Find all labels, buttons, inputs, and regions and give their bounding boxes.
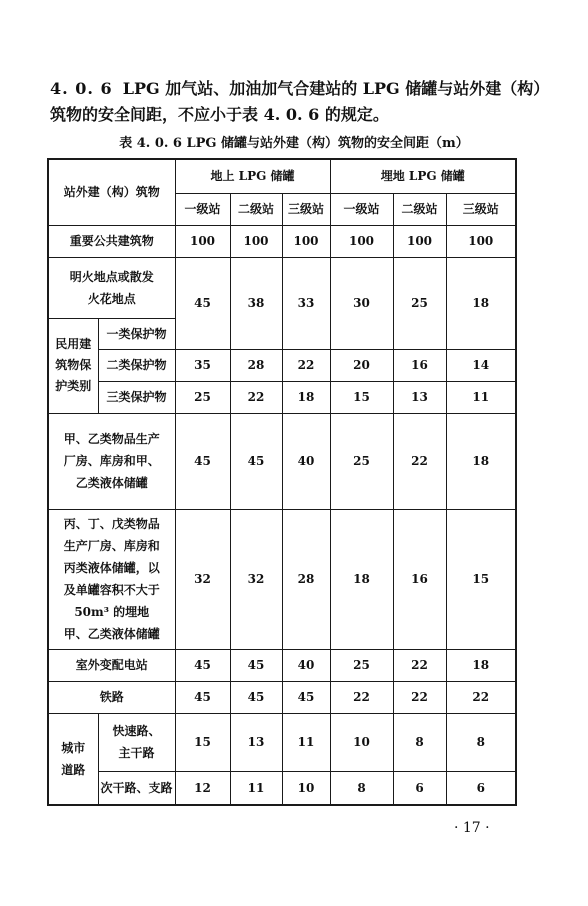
cell: 22 (446, 681, 516, 713)
level-header: 三级站 (282, 193, 330, 225)
table-row (48, 413, 516, 509)
cell: 11 (230, 771, 282, 805)
buried-header: 埋地 LPG 储罐 (330, 159, 516, 193)
row-label: 次干路、支路 (98, 771, 175, 805)
row-label: 三类保护物 (98, 381, 175, 413)
row-label: 二类保护物 (98, 349, 175, 381)
cell: 22 (330, 681, 393, 713)
row-label: 室外变配电站 (48, 649, 175, 681)
cell: 40 (282, 413, 330, 509)
cell: 32 (175, 509, 230, 649)
cell: 18 (446, 649, 516, 681)
cell: 30 (330, 257, 393, 349)
clause-text: LPG 加气站、加油加气合建站的 LPG 储罐与站外建（构）筑物的安全间距，不应小于表 4. 0. 6 的规定。 (50, 79, 550, 124)
cell: 100 (282, 225, 330, 257)
cell: 10 (282, 771, 330, 805)
civil-group-label: 民用建筑物保护类别 (48, 318, 98, 413)
road-group-label: 城市道路 (48, 713, 98, 805)
cell: 18 (282, 381, 330, 413)
cell: 35 (175, 349, 230, 381)
level-header: 一级站 (330, 193, 393, 225)
cell: 100 (393, 225, 446, 257)
cell: 22 (393, 413, 446, 509)
cell: 22 (393, 649, 446, 681)
row-label: 快速路、主干路 (98, 713, 175, 771)
cell: 28 (282, 509, 330, 649)
cell: 14 (446, 349, 516, 381)
cell: 16 (393, 349, 446, 381)
cell: 6 (446, 771, 516, 805)
level-header: 一级站 (175, 193, 230, 225)
cell: 13 (393, 381, 446, 413)
level-header: 二级站 (230, 193, 282, 225)
clause-paragraph (50, 76, 550, 128)
table-row (48, 257, 516, 318)
above-ground-header: 地上 LPG 储罐 (175, 159, 330, 193)
row-label: 明火地点或散发火花地点 (48, 257, 175, 318)
cell: 45 (175, 257, 230, 349)
cell: 45 (230, 649, 282, 681)
cell: 25 (175, 381, 230, 413)
table-row (48, 225, 516, 257)
cell: 8 (393, 713, 446, 771)
cell: 45 (230, 681, 282, 713)
cell: 12 (175, 771, 230, 805)
row-label: 一类保护物 (98, 318, 175, 349)
level-header: 二级站 (393, 193, 446, 225)
cell: 40 (282, 649, 330, 681)
row-label: 甲、乙类物品生产厂房、库房和甲、乙类液体储罐 (48, 413, 175, 509)
cell: 45 (175, 649, 230, 681)
cell: 45 (175, 681, 230, 713)
page-number: · 17 · (454, 820, 490, 836)
row-label: 重要公共建筑物 (48, 225, 175, 257)
cell: 45 (282, 681, 330, 713)
cell: 25 (330, 649, 393, 681)
cell: 13 (230, 713, 282, 771)
cell: 100 (330, 225, 393, 257)
cell: 45 (230, 413, 282, 509)
cell: 38 (230, 257, 282, 349)
clause-number: 4. 0. 6 (50, 79, 113, 98)
header-row-1 (48, 159, 516, 193)
table-row (48, 509, 516, 649)
cell: 16 (393, 509, 446, 649)
table-caption: 表 4. 0. 6 LPG 储罐与站外建（构）筑物的安全间距（m） (119, 136, 469, 151)
table-row (48, 381, 516, 413)
cell: 18 (446, 413, 516, 509)
cell: 18 (446, 257, 516, 349)
table-row (48, 349, 516, 381)
cell: 28 (230, 349, 282, 381)
cell: 8 (446, 713, 516, 771)
row-label: 丙、丁、戊类物品生产厂房、库房和丙类液体储罐，以及单罐容积不大于 50m³ 的埋地甲、乙类液体储罐 (48, 509, 175, 649)
cell: 11 (282, 713, 330, 771)
cell: 18 (330, 509, 393, 649)
cell: 22 (230, 381, 282, 413)
table-row (48, 681, 516, 713)
cell: 15 (175, 713, 230, 771)
table-row (48, 713, 516, 771)
cell: 8 (330, 771, 393, 805)
cell: 15 (446, 509, 516, 649)
row-label: 铁路 (48, 681, 175, 713)
cell: 22 (393, 681, 446, 713)
cell: 15 (330, 381, 393, 413)
table-row (48, 771, 516, 805)
cell: 25 (393, 257, 446, 349)
cell: 22 (282, 349, 330, 381)
cell: 20 (330, 349, 393, 381)
corner-header: 站外建（构）筑物 (48, 159, 175, 225)
safety-distance-table (47, 158, 517, 806)
cell: 100 (175, 225, 230, 257)
cell: 33 (282, 257, 330, 349)
cell: 25 (330, 413, 393, 509)
cell: 45 (175, 413, 230, 509)
level-header: 三级站 (446, 193, 516, 225)
cell: 100 (230, 225, 282, 257)
table-row (48, 649, 516, 681)
cell: 6 (393, 771, 446, 805)
cell: 32 (230, 509, 282, 649)
cell: 100 (446, 225, 516, 257)
cell: 10 (330, 713, 393, 771)
cell: 11 (446, 381, 516, 413)
